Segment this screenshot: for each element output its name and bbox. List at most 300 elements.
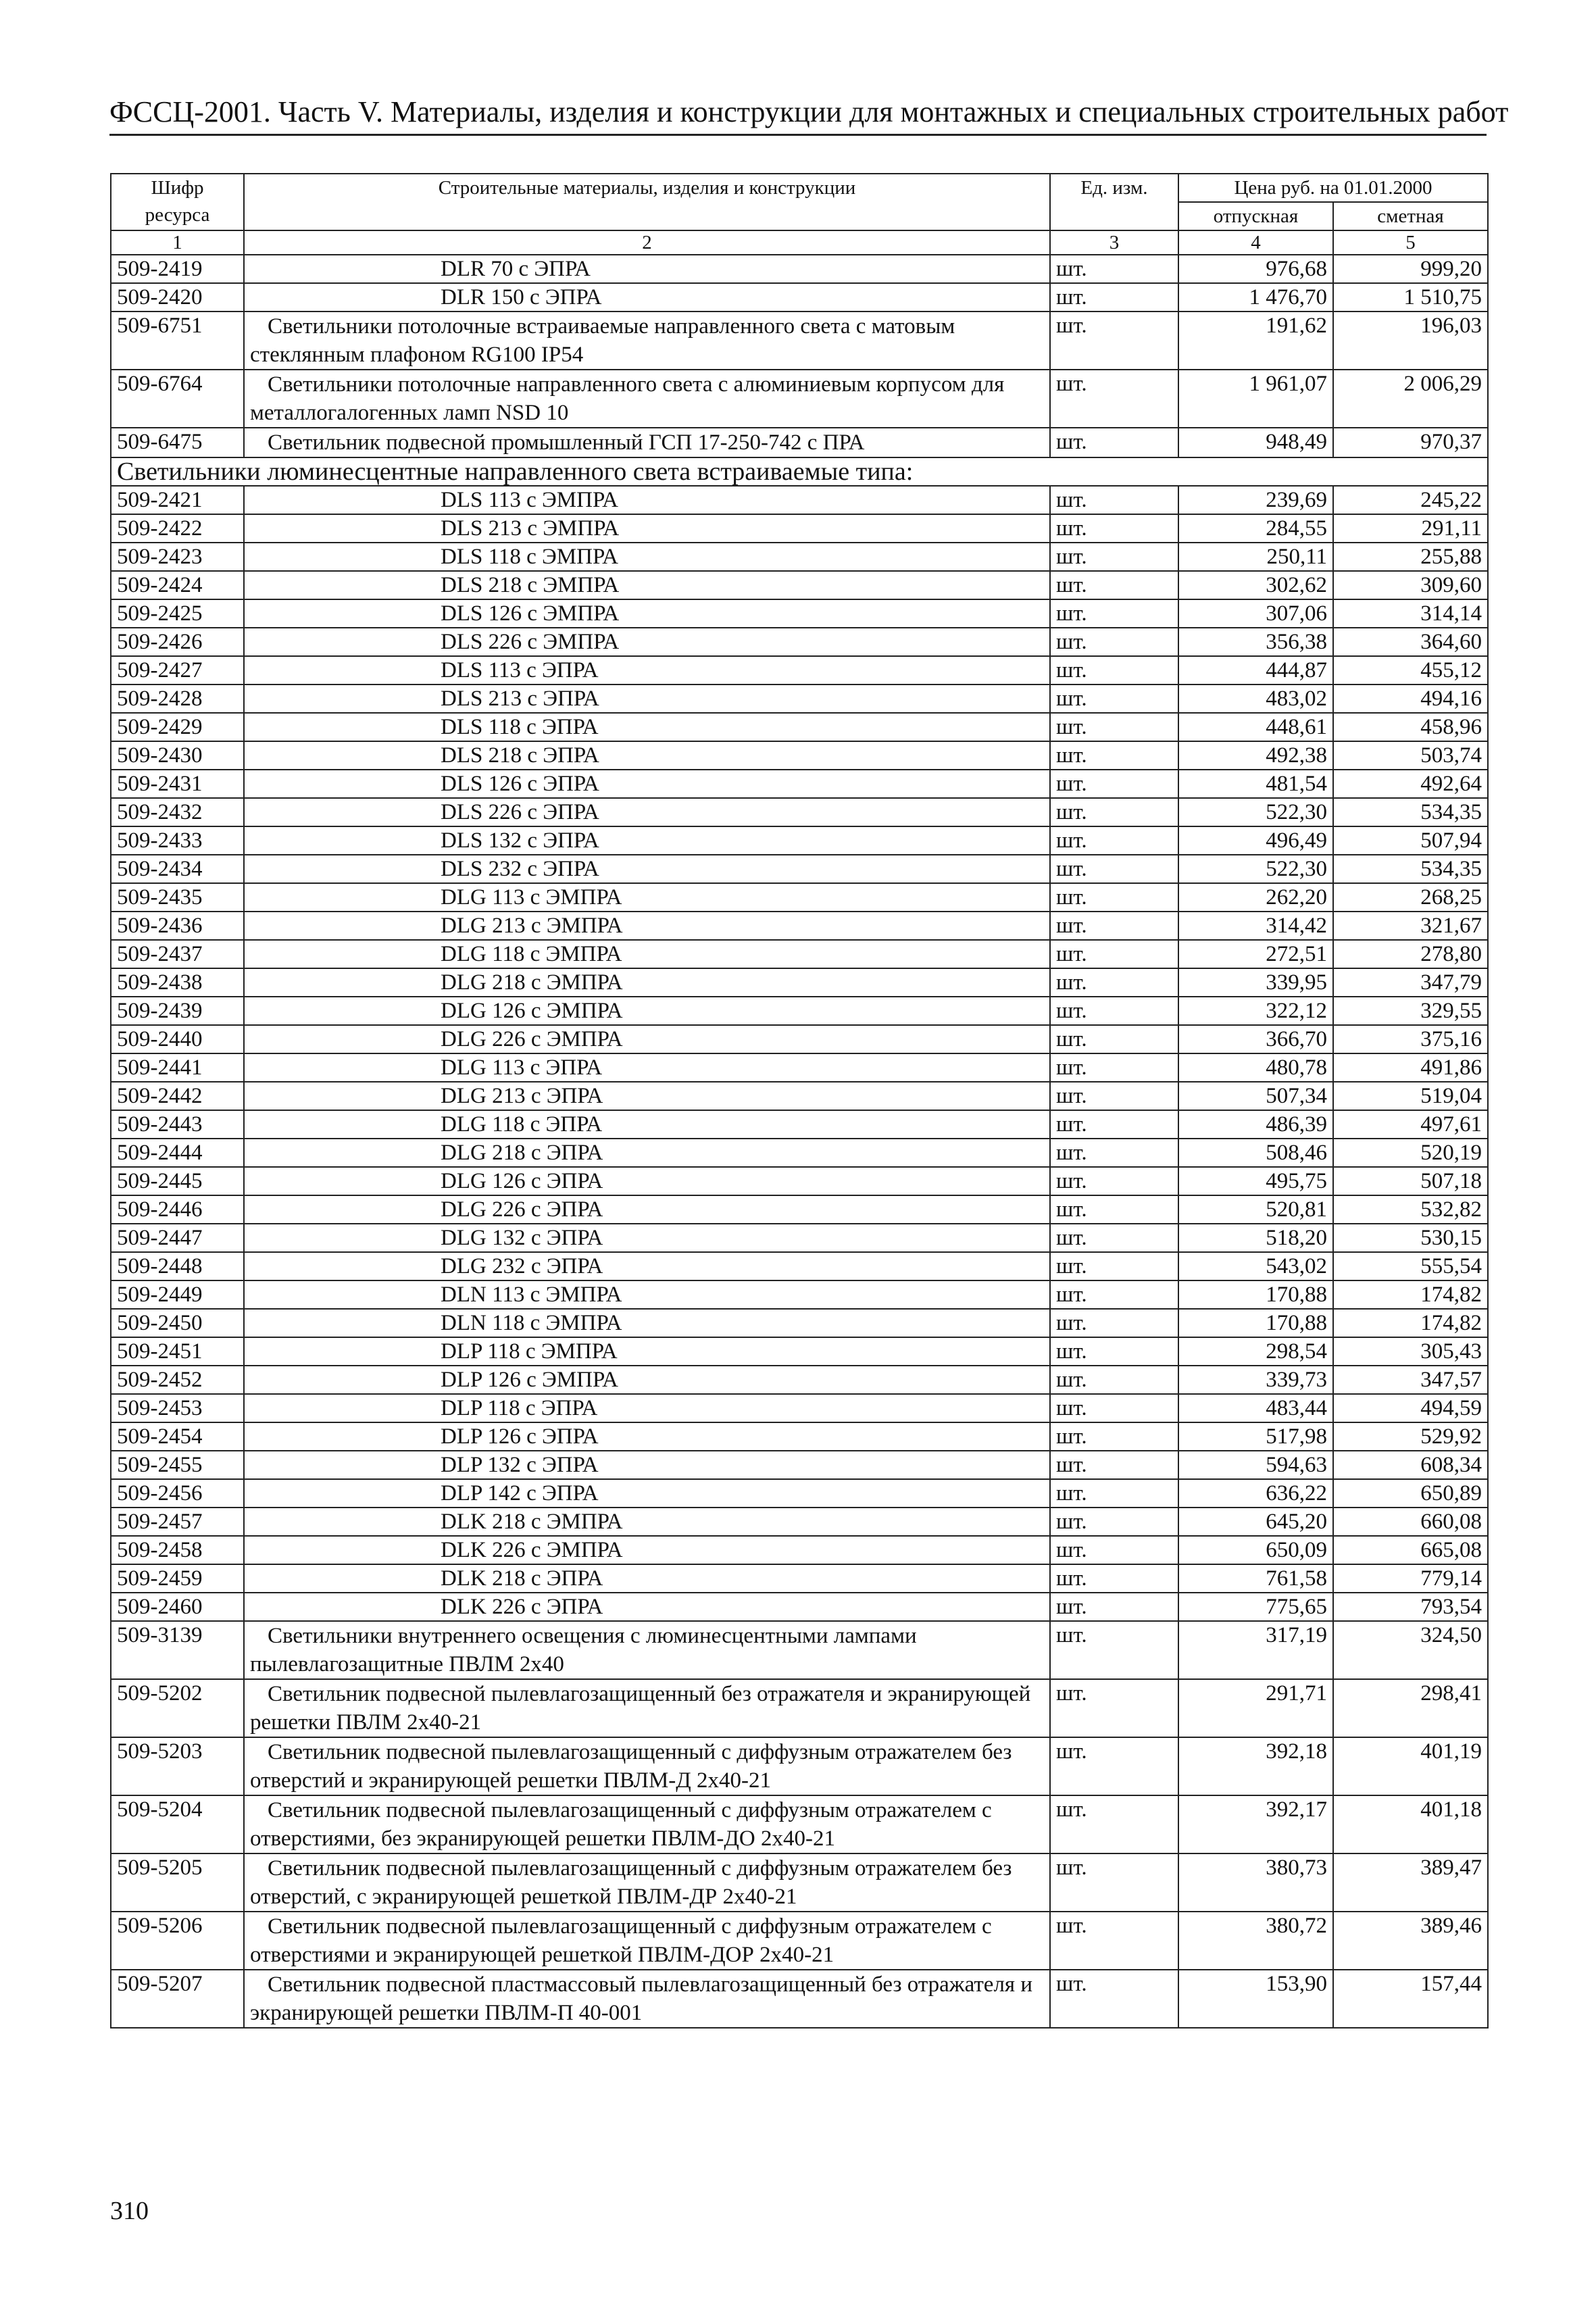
item-name: DLS 232 с ЭПРА	[244, 855, 1050, 883]
resource-code: 509-2431	[111, 770, 244, 798]
estimate-price: 779,14	[1333, 1564, 1488, 1593]
estimate-price: 268,25	[1333, 883, 1488, 912]
resource-code: 509-2426	[111, 628, 244, 656]
resource-code: 509-2439	[111, 997, 244, 1025]
item-name: DLG 213 с ЭМПРА	[244, 912, 1050, 940]
table-row	[111, 1853, 1488, 1912]
table-row	[111, 826, 1488, 855]
release-price: 444,87	[1178, 656, 1333, 684]
table-header	[111, 174, 1488, 255]
resource-code: 509-2458	[111, 1536, 244, 1564]
release-price: 481,54	[1178, 770, 1333, 798]
item-name: DLP 118 с ЭПРА	[244, 1394, 1050, 1422]
unit-of-measure: шт.	[1050, 571, 1178, 599]
item-name: DLG 126 с ЭПРА	[244, 1167, 1050, 1195]
unit-of-measure: шт.	[1050, 940, 1178, 968]
resource-code: 509-6764	[111, 370, 244, 428]
estimate-price: 665,08	[1333, 1536, 1488, 1564]
item-name: DLR 70 с ЭПРА	[244, 255, 1050, 283]
release-price: 239,69	[1178, 486, 1333, 514]
estimate-price: 650,89	[1333, 1479, 1488, 1508]
item-name: DLG 126 с ЭМПРА	[244, 997, 1050, 1025]
item-name: DLS 126 с ЭПРА	[244, 770, 1050, 798]
table-row	[111, 968, 1488, 997]
resource-code: 509-2445	[111, 1167, 244, 1195]
release-price: 483,44	[1178, 1394, 1333, 1422]
unit-of-measure: шт.	[1050, 428, 1178, 457]
release-price: 775,65	[1178, 1593, 1333, 1621]
resource-code: 509-2456	[111, 1479, 244, 1508]
release-price: 302,62	[1178, 571, 1333, 599]
release-price: 496,49	[1178, 826, 1333, 855]
table-row	[111, 1110, 1488, 1139]
resource-code: 509-2436	[111, 912, 244, 940]
table-row	[111, 486, 1488, 514]
estimate-price: 519,04	[1333, 1082, 1488, 1110]
resource-code: 509-2444	[111, 1139, 244, 1167]
item-name: DLN 113 с ЭМПРА	[244, 1280, 1050, 1309]
release-price: 339,73	[1178, 1366, 1333, 1394]
release-price: 517,98	[1178, 1422, 1333, 1451]
item-name: DLK 218 с ЭПРА	[244, 1564, 1050, 1593]
unit-of-measure: шт.	[1050, 713, 1178, 741]
item-name: DLK 226 с ЭПРА	[244, 1593, 1050, 1621]
item-name: DLG 226 с ЭМПРА	[244, 1025, 1050, 1053]
unit-of-measure: шт.	[1050, 1912, 1178, 1970]
header-code: Шифр ресурса	[111, 174, 244, 230]
table-row	[111, 543, 1488, 571]
resource-code: 509-2455	[111, 1451, 244, 1479]
table-row	[111, 428, 1488, 457]
estimate-price: 196,03	[1333, 312, 1488, 370]
release-price: 486,39	[1178, 1110, 1333, 1139]
table-row	[111, 1082, 1488, 1110]
estimate-price: 321,67	[1333, 912, 1488, 940]
unit-of-measure: шт.	[1050, 599, 1178, 628]
release-price: 191,62	[1178, 312, 1333, 370]
release-price: 507,34	[1178, 1082, 1333, 1110]
estimate-price: 278,80	[1333, 940, 1488, 968]
table-section	[111, 457, 1488, 486]
release-price: 170,88	[1178, 1309, 1333, 1337]
item-name: DLS 118 с ЭПРА	[244, 713, 1050, 741]
item-name: Светильник подвесной пылевлагозащищенный без отражателя и экранирующей решетки ПВЛМ 2x40-21	[244, 1679, 1050, 1737]
unit-of-measure: шт.	[1050, 1737, 1178, 1795]
resource-code: 509-2429	[111, 713, 244, 741]
release-price: 392,17	[1178, 1795, 1333, 1853]
estimate-price: 793,54	[1333, 1593, 1488, 1621]
resource-code: 509-2421	[111, 486, 244, 514]
table-row	[111, 1280, 1488, 1309]
item-name: DLG 132 с ЭПРА	[244, 1224, 1050, 1252]
table-row	[111, 1422, 1488, 1451]
unit-of-measure: шт.	[1050, 1139, 1178, 1167]
resource-code: 509-5207	[111, 1970, 244, 2028]
estimate-price: 174,82	[1333, 1309, 1488, 1337]
item-name: DLG 118 с ЭПРА	[244, 1110, 1050, 1139]
table-row	[111, 1167, 1488, 1195]
release-price: 307,06	[1178, 599, 1333, 628]
unit-of-measure: шт.	[1050, 1337, 1178, 1366]
estimate-price: 507,94	[1333, 826, 1488, 855]
resource-code: 509-2448	[111, 1252, 244, 1280]
resource-code: 509-2449	[111, 1280, 244, 1309]
item-name: Светильники потолочные направленного света с алюминиевым корпусом для металлогалогенных ламп NSD 10	[244, 370, 1050, 428]
item-name: DLS 113 с ЭПРА	[244, 656, 1050, 684]
release-price: 518,20	[1178, 1224, 1333, 1252]
unit-of-measure: шт.	[1050, 1536, 1178, 1564]
column-number-row	[111, 230, 1488, 255]
unit-of-measure: шт.	[1050, 283, 1178, 312]
unit-of-measure: шт.	[1050, 656, 1178, 684]
unit-of-measure: шт.	[1050, 770, 1178, 798]
unit-of-measure: шт.	[1050, 255, 1178, 283]
estimate-price: 401,19	[1333, 1737, 1488, 1795]
item-name: DLG 218 с ЭПРА	[244, 1139, 1050, 1167]
release-price: 314,42	[1178, 912, 1333, 940]
table-body-group-1	[111, 255, 1488, 312]
estimate-price: 520,19	[1333, 1139, 1488, 1167]
table-row	[111, 312, 1488, 370]
resource-code: 509-2440	[111, 1025, 244, 1053]
release-price: 153,90	[1178, 1970, 1333, 2028]
table-row	[111, 1337, 1488, 1366]
resource-code: 509-2423	[111, 543, 244, 571]
estimate-price: 255,88	[1333, 543, 1488, 571]
estimate-price: 507,18	[1333, 1167, 1488, 1195]
unit-of-measure: шт.	[1050, 1853, 1178, 1912]
table-row	[111, 883, 1488, 912]
estimate-price: 999,20	[1333, 255, 1488, 283]
resource-code: 509-2460	[111, 1593, 244, 1621]
unit-of-measure: шт.	[1050, 1025, 1178, 1053]
release-price: 492,38	[1178, 741, 1333, 770]
estimate-price: 347,57	[1333, 1366, 1488, 1394]
estimate-price: 364,60	[1333, 628, 1488, 656]
header-name: Строительные материалы, изделия и конструкции	[244, 174, 1050, 230]
release-price: 650,09	[1178, 1536, 1333, 1564]
release-price: 272,51	[1178, 940, 1333, 968]
release-price: 448,61	[1178, 713, 1333, 741]
resource-code: 509-2434	[111, 855, 244, 883]
release-price: 948,49	[1178, 428, 1333, 457]
unit-of-measure: шт.	[1050, 1970, 1178, 2028]
resource-code: 509-2450	[111, 1309, 244, 1337]
release-price: 380,72	[1178, 1912, 1333, 1970]
table-row	[111, 1536, 1488, 1564]
estimate-price: 494,16	[1333, 684, 1488, 713]
table-row	[111, 1139, 1488, 1167]
release-price: 1 476,70	[1178, 283, 1333, 312]
unit-of-measure: шт.	[1050, 1795, 1178, 1853]
unit-of-measure: шт.	[1050, 826, 1178, 855]
item-name: Светильники внутреннего освещения с люминесцентными лампами пылевлагозащитные ПВЛМ 2x40	[244, 1621, 1050, 1679]
table-row	[111, 1025, 1488, 1053]
table-row	[111, 628, 1488, 656]
unit-of-measure: шт.	[1050, 883, 1178, 912]
release-price: 170,88	[1178, 1280, 1333, 1309]
item-name: Светильник подвесной промышленный ГСП 17-250-742 с ПРА	[244, 428, 1050, 457]
resource-code: 509-2447	[111, 1224, 244, 1252]
item-name: DLG 218 с ЭМПРА	[244, 968, 1050, 997]
release-price: 508,46	[1178, 1139, 1333, 1167]
release-price: 495,75	[1178, 1167, 1333, 1195]
item-name: DLG 113 с ЭПРА	[244, 1053, 1050, 1082]
item-name: Светильник подвесной пылевлагозащищенный с диффузным отражателем с отверстиями и экранирующей решеткой ПВЛМ-ДОР 2x40-21	[244, 1912, 1050, 1970]
resource-code: 509-2451	[111, 1337, 244, 1366]
estimate-price: 534,35	[1333, 798, 1488, 826]
resource-code: 509-2441	[111, 1053, 244, 1082]
release-price: 339,95	[1178, 968, 1333, 997]
release-price: 1 961,07	[1178, 370, 1333, 428]
table-row	[111, 1053, 1488, 1082]
resource-code: 509-2454	[111, 1422, 244, 1451]
estimate-price: 375,16	[1333, 1025, 1488, 1053]
resource-code: 509-5204	[111, 1795, 244, 1853]
item-name: DLS 218 с ЭМПРА	[244, 571, 1050, 599]
release-price: 645,20	[1178, 1508, 1333, 1536]
resource-code: 509-5206	[111, 1912, 244, 1970]
column-number: 3	[1050, 230, 1178, 255]
release-price: 483,02	[1178, 684, 1333, 713]
estimate-price: 555,54	[1333, 1252, 1488, 1280]
unit-of-measure: шт.	[1050, 1082, 1178, 1110]
resource-code: 509-2432	[111, 798, 244, 826]
header-unit: Ед. изм.	[1050, 174, 1178, 230]
table-row	[111, 1309, 1488, 1337]
item-name: DLS 226 с ЭМПРА	[244, 628, 1050, 656]
table-row	[111, 255, 1488, 283]
resource-code: 509-2443	[111, 1110, 244, 1139]
table-row	[111, 283, 1488, 312]
release-price: 761,58	[1178, 1564, 1333, 1593]
table-row	[111, 1593, 1488, 1621]
item-name: DLK 226 с ЭМПРА	[244, 1536, 1050, 1564]
estimate-price: 532,82	[1333, 1195, 1488, 1224]
estimate-price: 660,08	[1333, 1508, 1488, 1536]
release-price: 480,78	[1178, 1053, 1333, 1082]
table-body-group-3	[111, 486, 1488, 1621]
table-row	[111, 571, 1488, 599]
resource-code: 509-2433	[111, 826, 244, 855]
resource-code: 509-3139	[111, 1621, 244, 1679]
table-row	[111, 1394, 1488, 1422]
unit-of-measure: шт.	[1050, 486, 1178, 514]
estimate-price: 494,59	[1333, 1394, 1488, 1422]
item-name: Светильники потолочные встраиваемые направленного света с матовым стеклянным плафоном RG100 IP54	[244, 312, 1050, 370]
table-row	[111, 684, 1488, 713]
unit-of-measure: шт.	[1050, 1621, 1178, 1679]
table-row	[111, 1564, 1488, 1593]
resource-code: 509-2425	[111, 599, 244, 628]
release-price: 976,68	[1178, 255, 1333, 283]
estimate-price: 608,34	[1333, 1451, 1488, 1479]
resource-code: 509-2420	[111, 283, 244, 312]
section-title: Светильники люминесцентные направленного света встраиваемые типа:	[111, 457, 1488, 486]
page-header-title: ФССЦ-2001. Часть V. Материалы, изделия и конструкции для монтажных и специальных строительных работ	[109, 93, 1487, 136]
resource-code: 509-2452	[111, 1366, 244, 1394]
release-price: 262,20	[1178, 883, 1333, 912]
estimate-price: 492,64	[1333, 770, 1488, 798]
unit-of-measure: шт.	[1050, 968, 1178, 997]
item-name: DLS 113 с ЭМПРА	[244, 486, 1050, 514]
unit-of-measure: шт.	[1050, 1593, 1178, 1621]
column-number: 2	[244, 230, 1050, 255]
resource-code: 509-5205	[111, 1853, 244, 1912]
table-row	[111, 1795, 1488, 1853]
resource-code: 509-6475	[111, 428, 244, 457]
column-number: 5	[1333, 230, 1488, 255]
unit-of-measure: шт.	[1050, 628, 1178, 656]
item-name: DLS 218 с ЭПРА	[244, 741, 1050, 770]
unit-of-measure: шт.	[1050, 1252, 1178, 1280]
resource-code: 509-5202	[111, 1679, 244, 1737]
item-name: Светильник подвесной пылевлагозащищенный с диффузным отражателем без отверстий и экранирующей решетки ПВЛМ-Д 2x40-21	[244, 1737, 1050, 1795]
estimate-price: 314,14	[1333, 599, 1488, 628]
unit-of-measure: шт.	[1050, 1110, 1178, 1139]
table-row	[111, 1479, 1488, 1508]
estimate-price: 458,96	[1333, 713, 1488, 741]
table-row	[111, 741, 1488, 770]
table-row	[111, 1737, 1488, 1795]
release-price: 250,11	[1178, 543, 1333, 571]
resource-code: 509-5203	[111, 1737, 244, 1795]
resource-code: 509-2457	[111, 1508, 244, 1536]
table-row	[111, 912, 1488, 940]
estimate-price: 503,74	[1333, 741, 1488, 770]
table-row	[111, 1508, 1488, 1536]
estimate-price: 305,43	[1333, 1337, 1488, 1366]
item-name: DLP 118 с ЭМПРА	[244, 1337, 1050, 1366]
release-price: 322,12	[1178, 997, 1333, 1025]
unit-of-measure: шт.	[1050, 1195, 1178, 1224]
estimate-price: 455,12	[1333, 656, 1488, 684]
estimate-price: 530,15	[1333, 1224, 1488, 1252]
estimate-price: 401,18	[1333, 1795, 1488, 1853]
release-price: 522,30	[1178, 855, 1333, 883]
unit-of-measure: шт.	[1050, 684, 1178, 713]
release-price: 284,55	[1178, 514, 1333, 543]
unit-of-measure: шт.	[1050, 514, 1178, 543]
estimate-price: 291,11	[1333, 514, 1488, 543]
item-name: DLG 232 с ЭПРА	[244, 1252, 1050, 1280]
item-name: DLS 226 с ЭПРА	[244, 798, 1050, 826]
item-name: DLP 126 с ЭПРА	[244, 1422, 1050, 1451]
estimate-price: 1 510,75	[1333, 283, 1488, 312]
estimate-price: 324,50	[1333, 1621, 1488, 1679]
estimate-price: 2 006,29	[1333, 370, 1488, 428]
table-row	[111, 1451, 1488, 1479]
resource-code: 509-2453	[111, 1394, 244, 1422]
item-name: DLK 218 с ЭМПРА	[244, 1508, 1050, 1536]
estimate-price: 174,82	[1333, 1280, 1488, 1309]
item-name: DLN 118 с ЭМПРА	[244, 1309, 1050, 1337]
release-price: 392,18	[1178, 1737, 1333, 1795]
table-row	[111, 713, 1488, 741]
release-price: 380,73	[1178, 1853, 1333, 1912]
item-name: Светильник подвесной пылевлагозащищенный с диффузным отражателем с отверстиями, без экранирующей решетки ПВЛМ-ДО 2x40-21	[244, 1795, 1050, 1853]
table-row	[111, 1366, 1488, 1394]
resource-code: 509-2437	[111, 940, 244, 968]
release-price: 522,30	[1178, 798, 1333, 826]
unit-of-measure: шт.	[1050, 1309, 1178, 1337]
item-name: DLG 213 с ЭПРА	[244, 1082, 1050, 1110]
estimate-price: 970,37	[1333, 428, 1488, 457]
estimate-price: 389,47	[1333, 1853, 1488, 1912]
table-row	[111, 1224, 1488, 1252]
estimate-price: 497,61	[1333, 1110, 1488, 1139]
item-name: DLS 213 с ЭМПРА	[244, 514, 1050, 543]
resource-code: 509-6751	[111, 312, 244, 370]
table-row	[111, 940, 1488, 968]
item-name: DLS 118 с ЭМПРА	[244, 543, 1050, 571]
resource-code: 509-2446	[111, 1195, 244, 1224]
page-number: 310	[110, 2197, 149, 2225]
release-price: 291,71	[1178, 1679, 1333, 1737]
estimate-price: 245,22	[1333, 486, 1488, 514]
resource-code: 509-2459	[111, 1564, 244, 1593]
table-row	[111, 599, 1488, 628]
item-name: DLS 213 с ЭПРА	[244, 684, 1050, 713]
unit-of-measure: шт.	[1050, 1679, 1178, 1737]
item-name: DLS 132 с ЭПРА	[244, 826, 1050, 855]
unit-of-measure: шт.	[1050, 1366, 1178, 1394]
release-price: 520,81	[1178, 1195, 1333, 1224]
unit-of-measure: шт.	[1050, 1479, 1178, 1508]
table-body-group-2	[111, 312, 1488, 457]
release-price: 543,02	[1178, 1252, 1333, 1280]
estimate-price: 157,44	[1333, 1970, 1488, 2028]
table-row	[111, 770, 1488, 798]
unit-of-measure: шт.	[1050, 912, 1178, 940]
unit-of-measure: шт.	[1050, 312, 1178, 370]
item-name: Светильник подвесной пылевлагозащищенный с диффузным отражателем без отверстий, с экранирующей решеткой ПВЛМ-ДР 2x40-21	[244, 1853, 1050, 1912]
header-release-price: отпускная	[1178, 202, 1333, 230]
table-row	[111, 656, 1488, 684]
unit-of-measure: шт.	[1050, 997, 1178, 1025]
estimate-price: 329,55	[1333, 997, 1488, 1025]
unit-of-measure: шт.	[1050, 370, 1178, 428]
item-name: DLG 118 с ЭМПРА	[244, 940, 1050, 968]
header-price: Цена руб. на 01.01.2000	[1178, 174, 1488, 202]
table-row	[111, 514, 1488, 543]
unit-of-measure: шт.	[1050, 741, 1178, 770]
resource-code: 509-2427	[111, 656, 244, 684]
release-price: 366,70	[1178, 1025, 1333, 1053]
item-name: DLG 113 с ЭМПРА	[244, 883, 1050, 912]
estimate-price: 534,35	[1333, 855, 1488, 883]
unit-of-measure: шт.	[1050, 1394, 1178, 1422]
estimate-price: 529,92	[1333, 1422, 1488, 1451]
table-body-group-4	[111, 1621, 1488, 2028]
resource-code: 509-2435	[111, 883, 244, 912]
release-price: 594,63	[1178, 1451, 1333, 1479]
table-row	[111, 1970, 1488, 2028]
table-row	[111, 855, 1488, 883]
unit-of-measure: шт.	[1050, 1053, 1178, 1082]
header-estimate-price: сметная	[1333, 202, 1488, 230]
estimate-price: 491,86	[1333, 1053, 1488, 1082]
unit-of-measure: шт.	[1050, 1508, 1178, 1536]
resource-code: 509-2422	[111, 514, 244, 543]
unit-of-measure: шт.	[1050, 1167, 1178, 1195]
column-number: 4	[1178, 230, 1333, 255]
release-price: 317,19	[1178, 1621, 1333, 1679]
unit-of-measure: шт.	[1050, 1224, 1178, 1252]
resource-code: 509-2428	[111, 684, 244, 713]
unit-of-measure: шт.	[1050, 855, 1178, 883]
table-row	[111, 1621, 1488, 1679]
